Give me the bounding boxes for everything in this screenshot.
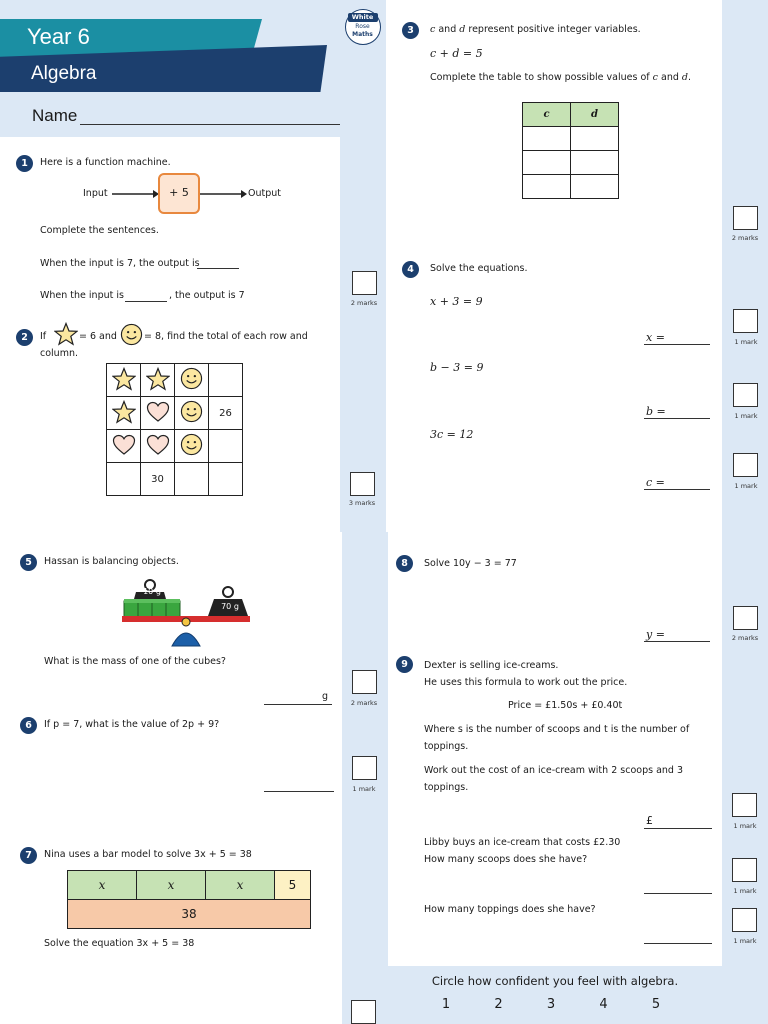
white-rose-logo [345, 9, 381, 45]
star-icon [54, 322, 78, 346]
heart-icon [141, 430, 175, 463]
q9-where-2: toppings. [424, 741, 469, 752]
q1-intro: Here is a function machine. [40, 157, 171, 168]
q9a-mark-box[interactable] [732, 793, 757, 817]
q5-question: What is the mass of one of the cubes? [44, 656, 226, 667]
q3-cell[interactable] [571, 151, 619, 175]
confidence-option-4[interactable]: 4 [599, 997, 608, 1012]
q9-line-2: He uses this formula to work out the price. [424, 677, 628, 688]
q1-sentence-2b: , the output is 7 [169, 290, 245, 301]
q6-mark-box[interactable] [352, 756, 377, 780]
q4-equation-1: x + 3 = 9 [430, 295, 483, 308]
q9c-mark-label: 1 mark [733, 937, 757, 945]
heart-icon [146, 400, 170, 424]
q4-intro: Solve the equations. [430, 263, 528, 274]
topic-title: Algebra [31, 63, 97, 84]
q4-equation-3: 3c = 12 [430, 428, 474, 441]
q6-text: If p = 7, what is the value of 2p + 9? [44, 719, 220, 730]
question-number-9: 9 [396, 656, 413, 673]
q4-answer-line-1[interactable] [644, 344, 710, 345]
q7-text: Nina uses a bar model to solve 3x + 5 = 38 [44, 849, 252, 860]
q2-blank-cell[interactable] [209, 430, 243, 463]
q4-answer-label-3: c = [646, 476, 665, 489]
confidence-option-3[interactable]: 3 [546, 997, 556, 1012]
logo-text-rose: Rose [355, 23, 370, 30]
q3-equation: c + d = 5 [430, 47, 483, 60]
q8-mark-label: 2 marks [731, 634, 759, 642]
q2-text-column: column. [40, 348, 78, 359]
smile-icon [180, 400, 203, 423]
question-number-3: 3 [402, 22, 419, 39]
smile-icon [120, 323, 143, 346]
star-icon [107, 364, 141, 397]
name-label: Name [32, 106, 78, 125]
q5-answer-line[interactable] [264, 704, 332, 705]
q2-grid [106, 363, 243, 496]
q3-instruction: Complete the table to show possible values of c and d. [430, 72, 692, 83]
q9-work-2: toppings. [424, 782, 469, 793]
q8-answer-label: y = [646, 628, 665, 641]
q4-answer-line-2[interactable] [644, 418, 710, 419]
q8-mark-box[interactable] [733, 606, 758, 630]
year-title: Year 6 [27, 24, 90, 49]
q9-toppings: How many toppings does she have? [424, 904, 596, 915]
q9b-mark-box[interactable] [732, 858, 757, 882]
q9-where-1: Where s is the number of scoops and t is the number of [424, 724, 690, 735]
q9-line-1: Dexter is selling ice-creams. [424, 660, 559, 671]
q1-sentence-1: When the input is 7, the output is [40, 258, 200, 269]
name-line[interactable] [80, 124, 340, 125]
bar-model-constant: 5 [275, 871, 311, 900]
star-icon [112, 367, 136, 391]
q9-answer-line-1[interactable] [644, 828, 712, 829]
q1-instruction: Complete the sentences. [40, 225, 159, 236]
q1-input-label: Input [83, 188, 108, 199]
heart-icon [146, 433, 170, 457]
question-number-7: 7 [20, 847, 37, 864]
q3-intro-c: c [430, 24, 436, 35]
q3-instruction-text: Complete the table to show possible values of [430, 72, 650, 83]
q5-right-weight-label: 70 g [221, 602, 239, 611]
logo-text-white: White [351, 13, 374, 21]
q5-mark-label: 2 marks [350, 699, 378, 707]
q4a-mark-box[interactable] [733, 309, 758, 333]
q9a-mark-label: 1 mark [733, 822, 757, 830]
q7-solve: Solve the equation 3x + 5 = 38 [44, 938, 195, 949]
heart-icon [112, 433, 136, 457]
q3-instruction-and: and [661, 72, 679, 83]
question-number-5: 5 [20, 554, 37, 571]
q3-cell[interactable] [523, 175, 571, 199]
q1-sentence-2a: When the input is [40, 290, 124, 301]
q4-answer-line-3[interactable] [644, 489, 710, 490]
q6-mark-label: 1 mark [352, 785, 376, 793]
bar-model [67, 870, 311, 929]
q3-cell[interactable] [523, 151, 571, 175]
smile-icon [175, 430, 209, 463]
confidence-option-2[interactable]: 2 [494, 997, 503, 1012]
star-icon [112, 400, 136, 424]
confidence-scale [420, 997, 682, 1012]
q3-col-c: c [523, 103, 571, 127]
confidence-title: Circle how confident you feel with algebra. [431, 974, 679, 988]
q3-instruction-d: d [681, 72, 689, 83]
q3-mark-box[interactable] [733, 206, 758, 230]
star-icon [146, 367, 170, 391]
q5-mark-box[interactable] [352, 670, 377, 694]
bar-model-total: 38 [68, 900, 311, 929]
q3-col-d: d [571, 103, 619, 127]
q9-libby-2: How many scoops does she have? [424, 854, 588, 865]
q3-instruction-c: c [652, 72, 658, 83]
q5-left-weight-label: 10 g [143, 587, 161, 596]
q9-libby-1: Libby buys an ice-cream that costs £2.30 [424, 837, 621, 848]
q3-cell[interactable] [523, 127, 571, 151]
bar-model-x: x [137, 871, 206, 900]
q1-arrow-in [112, 188, 160, 200]
q2-text-if: If [40, 331, 47, 342]
confidence-option-1[interactable]: 1 [441, 997, 451, 1012]
q1-answer-line-1[interactable] [197, 268, 239, 269]
q8-answer-line[interactable] [644, 641, 710, 642]
q9-answer-line-3[interactable] [644, 943, 712, 944]
question-number-8: 8 [396, 555, 413, 572]
q2-blank-cell[interactable] [209, 463, 243, 496]
q1-arrow-out [200, 188, 248, 200]
q6-answer-line[interactable] [264, 791, 334, 792]
q1-answer-line-2[interactable] [125, 301, 167, 302]
q4b-mark-box[interactable] [733, 383, 758, 407]
q2-total-cell: 26 [209, 397, 243, 430]
q3-intro-d: d [459, 24, 466, 35]
q3-cell[interactable] [571, 175, 619, 199]
q2-blank-cell[interactable] [209, 364, 243, 397]
heart-icon [141, 397, 175, 430]
q4c-mark-box[interactable] [733, 453, 758, 477]
q2-text-find: = 8, find the total of each row and [144, 331, 308, 342]
star-icon [107, 397, 141, 430]
q9-work-1: Work out the cost of an ice-cream with 2 scoops and 3 [424, 765, 684, 776]
smile-icon [180, 367, 203, 390]
star-icon [141, 364, 175, 397]
q3-table [522, 102, 619, 199]
q9-formula: Price = £1.50s + £0.40t [508, 700, 623, 711]
confidence-option-5[interactable]: 5 [651, 997, 661, 1012]
q2-mark-label: 3 marks [348, 499, 376, 507]
q3-intro-and: and [438, 24, 457, 35]
smile-icon [180, 433, 203, 456]
q3-mark-label: 2 marks [731, 234, 759, 242]
q2-text-and: = 6 and [79, 331, 117, 342]
function-machine-operation: + 5 [169, 186, 189, 199]
bar-model-x: x [68, 871, 137, 900]
question-number-4: 4 [402, 261, 419, 278]
q9-pound-sign: £ [646, 814, 653, 827]
question-number-1: 1 [16, 155, 33, 172]
q3-cell[interactable] [571, 127, 619, 151]
q3-intro [430, 24, 641, 37]
q4-answer-label-2: b = [646, 405, 666, 418]
q7-mark-box[interactable] [351, 1000, 376, 1024]
q9-answer-line-2[interactable] [644, 893, 712, 894]
q4-answer-label-1: x = [646, 331, 665, 344]
q4b-mark-label: 1 mark [734, 412, 758, 420]
q1-mark-label: 2 marks [350, 299, 378, 307]
smile-icon [175, 364, 209, 397]
q2-mark-box[interactable] [350, 472, 375, 496]
q1-output-label: Output [248, 188, 281, 199]
q5-intro: Hassan is balancing objects. [44, 556, 179, 567]
q3-intro-rest: represent positive integer variables. [468, 24, 641, 35]
q4-equation-2: b − 3 = 9 [430, 361, 484, 374]
q4c-mark-label: 1 mark [734, 482, 758, 490]
heart-icon [107, 430, 141, 463]
logo-text-maths: Maths [352, 31, 373, 38]
q2-blank-cell[interactable] [107, 463, 141, 496]
q9b-mark-label: 1 mark [733, 887, 757, 895]
bar-model-x: x [206, 871, 275, 900]
q2-total-cell: 30 [141, 463, 175, 496]
q8-text: Solve 10y − 3 = 77 [424, 558, 517, 569]
q5-unit: g [322, 691, 329, 702]
q2-blank-cell[interactable] [175, 463, 209, 496]
smile-icon [175, 397, 209, 430]
q4a-mark-label: 1 mark [734, 338, 758, 346]
question-number-2: 2 [16, 329, 33, 346]
question-number-6: 6 [20, 717, 37, 734]
q9c-mark-box[interactable] [732, 908, 757, 932]
q1-mark-box[interactable] [352, 271, 377, 295]
